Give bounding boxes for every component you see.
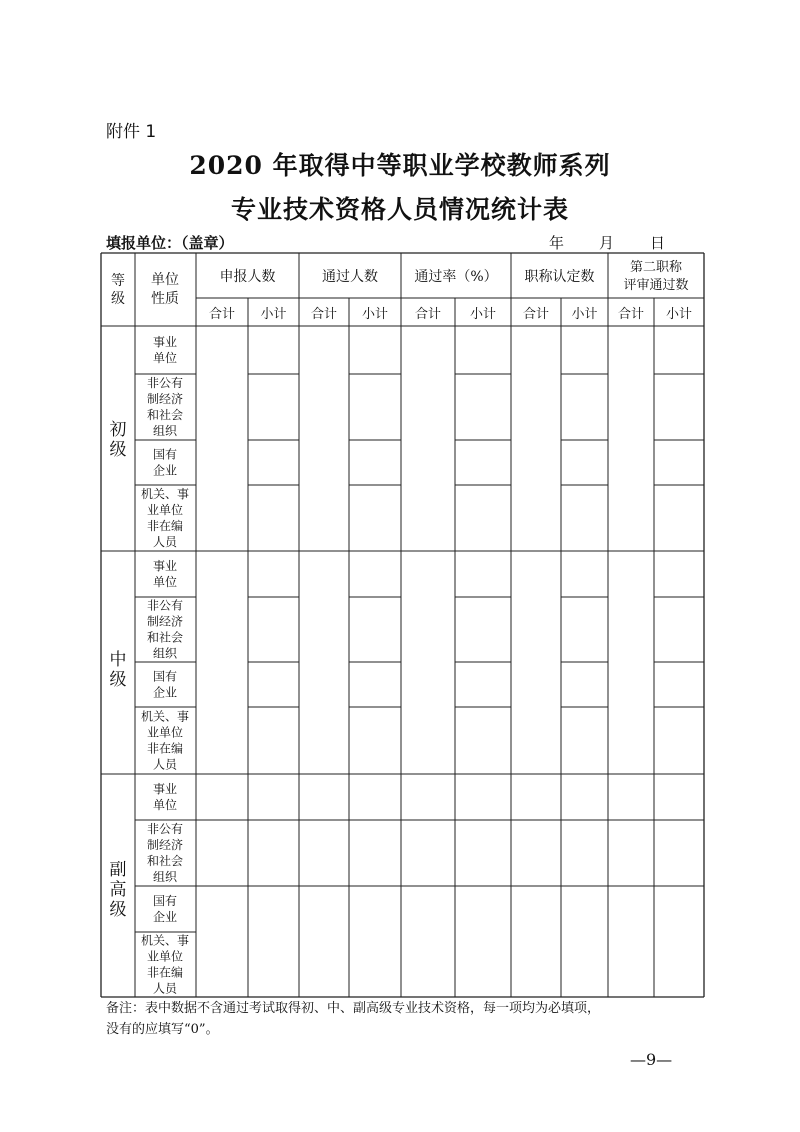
unit-type-label: 组织	[152, 870, 178, 884]
day-label: 日	[650, 234, 666, 252]
header-unit-1: 单位	[151, 272, 179, 288]
header-total: 合计	[522, 307, 550, 322]
level-label-1-char: 级	[109, 670, 127, 690]
header-subtotal: 小计	[361, 307, 389, 322]
unit-type-label: 组织	[152, 646, 178, 661]
header-total: 合计	[310, 307, 338, 322]
footnote-line-1: 备注：表中数据不含通过考试取得初、中、副高级专业技术资格，每一项均为必填项，	[106, 1001, 601, 1016]
header-level-2: 级	[111, 291, 125, 307]
unit-type-label: 非在编	[146, 519, 184, 533]
unit-type-label: 机关、事	[140, 709, 190, 724]
unit-type-label: 和社会	[146, 408, 184, 422]
unit-type-label: 组织	[152, 424, 178, 438]
level-label-2-char: 级	[109, 900, 127, 920]
header-unit-2: 性质	[151, 291, 179, 307]
level-label-0-char: 级	[109, 440, 127, 460]
unit-type-label: 业单位	[146, 725, 184, 740]
month-label: 月	[599, 234, 615, 252]
unit-type-label: 单位	[152, 798, 178, 812]
header-group-4-line1: 第二职称	[629, 260, 683, 275]
header-total: 合计	[208, 307, 236, 322]
level-label-1-char: 中	[109, 650, 127, 670]
header-subtotal: 小计	[571, 307, 598, 322]
page-number: —9—	[630, 1050, 673, 1069]
footnote	[106, 998, 706, 1040]
page-title: 2020 年取得中等职业学校教师系列	[189, 151, 611, 180]
unit-type-label: 企业	[152, 685, 178, 700]
header-group-2: 通过率（%）	[414, 269, 498, 285]
unit-type-label: 事业	[152, 782, 178, 796]
header-total: 合计	[617, 307, 645, 322]
unit-type-label: 非在编	[146, 741, 184, 756]
footnote-line-2: 没有的应填写“0”。	[106, 1022, 219, 1037]
header-subtotal: 小计	[665, 307, 693, 322]
unit-type-label: 单位	[152, 351, 178, 365]
unit-type-label: 事业	[152, 559, 178, 573]
unit-type-label: 业单位	[146, 949, 184, 964]
unit-type-label: 单位	[152, 575, 178, 589]
unit-type-label: 非在编	[146, 965, 184, 980]
unit-type-label: 机关、事	[140, 487, 190, 501]
unit-type-label: 人员	[152, 757, 178, 772]
header-total: 合计	[414, 307, 442, 322]
unit-type-label: 国有	[152, 447, 178, 462]
page-subtitle: 专业技术资格人员情况统计表	[230, 195, 569, 224]
unit-type-label: 和社会	[146, 854, 184, 868]
level-label-2-char: 副	[109, 860, 127, 880]
unit-type-label: 非公有	[146, 822, 184, 836]
level-label-0-char: 初	[109, 420, 127, 440]
unit-type-label: 非公有	[146, 376, 184, 390]
unit-type-label: 企业	[152, 463, 178, 478]
unit-type-label: 制经济	[146, 614, 184, 629]
unit-type-label: 制经济	[146, 392, 184, 406]
header-level-1: 等	[111, 273, 125, 289]
level-label-2-char: 高	[109, 880, 127, 900]
unit-type-label: 企业	[152, 910, 178, 924]
header-group-4-line2: 评审通过数	[623, 278, 689, 293]
unit-type-label: 非公有	[146, 598, 184, 613]
header-group-1: 通过人数	[322, 269, 378, 285]
fill-unit-label: 填报单位：（盖章）	[106, 234, 234, 252]
header-group-0: 申报人数	[219, 269, 276, 285]
unit-type-label: 和社会	[146, 630, 184, 645]
unit-type-label: 事业	[152, 335, 178, 349]
unit-type-label: 国有	[152, 894, 178, 908]
header-group-3: 职称认定数	[524, 269, 595, 285]
year-label: 年	[549, 234, 565, 252]
unit-type-label: 业单位	[146, 503, 184, 517]
attachment-label: 附件 1	[106, 122, 157, 142]
header-subtotal: 小计	[260, 307, 287, 322]
unit-type-label: 制经济	[146, 838, 184, 852]
header-subtotal: 小计	[469, 307, 497, 322]
unit-type-label: 人员	[152, 981, 178, 996]
unit-type-label: 人员	[152, 535, 178, 549]
unit-type-label: 国有	[152, 669, 178, 684]
unit-type-label: 机关、事	[140, 933, 190, 948]
